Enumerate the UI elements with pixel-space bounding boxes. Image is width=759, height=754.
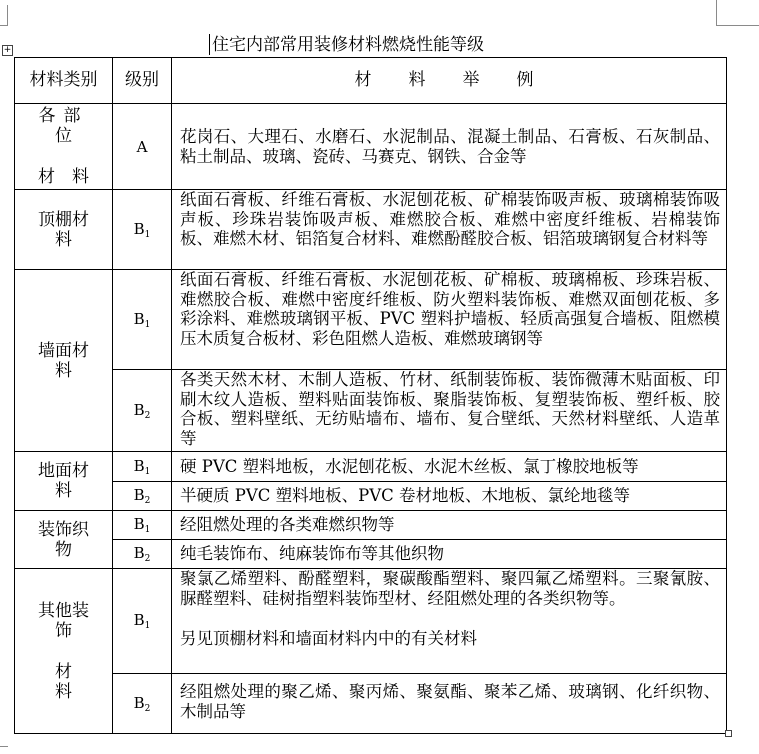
example-note: 另见顶棚材料和墙面材料内中的有关材料	[180, 629, 477, 648]
category-line: 墙面材	[38, 340, 89, 361]
category-line: 料	[55, 481, 72, 501]
example-cell[interactable]	[172, 190, 727, 270]
category-line: 地面材	[38, 461, 89, 481]
level-cell[interactable]	[113, 482, 172, 511]
category-line: 料	[55, 360, 72, 381]
header-level[interactable]	[113, 58, 172, 104]
level-letter: B	[133, 544, 145, 562]
level-letter: B	[133, 400, 145, 419]
category-line: 物	[55, 539, 72, 560]
crop-mark-bottom-left	[0, 746, 8, 747]
crop-mark-top-left-vertical	[7, 5, 8, 25]
level-subscript: 1	[144, 229, 151, 240]
document-title[interactable]: 住宅内部常用装修材料燃烧性能等级	[212, 35, 484, 55]
table-row	[15, 452, 727, 482]
category-line: 料	[55, 681, 72, 702]
table-row	[15, 104, 727, 190]
table-row	[15, 270, 727, 370]
level-letter: B	[133, 611, 145, 629]
category-line: 饰	[55, 620, 72, 641]
header-category[interactable]	[15, 58, 113, 104]
example-text: 纸面石膏板、纤维石膏板、水泥刨花板、矿棉板、玻璃棉板、珍珠岩板、难燃胶合板、难燃中密度纤维板、防火塑料装饰板、难燃双面刨花板、多彩涂料、难燃玻璃钢平板、PVC 塑料护墙板、轻质高强复合墙板、阻燃模压木质复合板材、彩色阻燃人造板、难燃玻璃钢等	[180, 270, 720, 348]
level-cell[interactable]	[113, 452, 172, 482]
category-line: 材	[55, 661, 72, 682]
table-row	[15, 540, 727, 569]
example-text: 经阻燃处理的聚乙烯、聚丙烯、聚氨酯、聚苯乙烯、玻璃钢、化纤织物、木制品等	[180, 682, 720, 721]
table-move-handle-icon[interactable]: +	[3, 45, 12, 55]
level-cell[interactable]	[113, 270, 172, 370]
category-line: 位	[55, 126, 72, 146]
table-row	[15, 370, 727, 452]
level-letter: B	[133, 456, 145, 475]
category-line: 料	[55, 229, 72, 250]
category-line: 材 料	[38, 167, 89, 187]
crop-mark-top-right-vertical	[716, 0, 717, 26]
example-cell[interactable]	[172, 674, 727, 734]
table-row	[15, 569, 727, 674]
table-row	[15, 482, 727, 511]
level-subscript: 1	[144, 319, 151, 330]
level-cell[interactable]	[113, 511, 172, 540]
header-example-text: 材 料 举 例	[354, 70, 544, 90]
category-cell-wall[interactable]	[15, 270, 113, 452]
header-category-text: 材料类别	[29, 70, 98, 90]
level-subscript: 2	[144, 496, 151, 506]
level-cell[interactable]	[113, 540, 172, 569]
level-subscript: 2	[144, 703, 151, 714]
example-text: 花岗石、大理石、水磨石、水泥制品、混凝土制品、石膏板、石灰制品、粘土制品、玻璃、瓷砖、马赛克、钢铁、合金等	[180, 127, 720, 166]
level-letter: B	[133, 693, 145, 712]
level-letter: B	[133, 486, 145, 504]
level-subscript: 2	[144, 410, 151, 421]
header-example[interactable]	[172, 58, 727, 104]
example-cell[interactable]	[172, 569, 727, 674]
category-cell-all-parts[interactable]	[15, 104, 113, 190]
example-text: 纸面石膏板、纤维石膏板、水泥刨花板、矿棉装饰吸声板、玻璃棉装饰吸声板、珍珠岩装饰吸声板、难燃胶合板、难燃中密度纤维板、岩棉装饰板、难燃木材、铝箔复合材料、难燃酚醛胶合板、铝箔玻璃钢复合材料等	[180, 190, 720, 248]
level-cell[interactable]	[113, 104, 172, 190]
example-cell[interactable]	[172, 270, 727, 370]
level-letter: A	[136, 137, 148, 156]
example-text: 硬 PVC 塑料地板，水泥刨花板、水泥木丝板、氯丁橡胶地板等	[180, 456, 639, 476]
materials-table[interactable]	[14, 57, 727, 734]
category-line: 各部	[38, 106, 89, 126]
crop-mark-top-right-horizontal	[717, 25, 759, 26]
example-cell[interactable]	[172, 511, 727, 540]
table-row	[15, 511, 727, 540]
category-cell-textile[interactable]	[15, 511, 113, 569]
example-text: 半硬质 PVC 塑料地板、PVC 卷材地板、木地板、氯纶地毯等	[180, 486, 631, 506]
example-cell[interactable]	[172, 370, 727, 452]
crop-mark-top-left-horizontal	[0, 25, 8, 26]
level-subscript: 1	[144, 621, 151, 631]
table-header-row	[15, 58, 727, 104]
category-cell-floor[interactable]	[15, 452, 113, 511]
category-cell-ceiling[interactable]	[15, 190, 113, 270]
example-cell[interactable]	[172, 104, 727, 190]
table-row	[15, 674, 727, 734]
level-cell[interactable]	[113, 674, 172, 734]
category-cell-other[interactable]	[15, 569, 113, 734]
example-cell[interactable]	[172, 482, 727, 511]
table-resize-handle[interactable]	[725, 730, 732, 737]
category-line: 装饰织	[38, 519, 89, 540]
category-line: 其他装	[38, 600, 89, 621]
example-text: 经阻燃处理的各类难燃织物等	[180, 515, 395, 535]
level-cell[interactable]	[113, 370, 172, 452]
level-cell[interactable]	[113, 569, 172, 674]
header-level-text: 级别	[125, 70, 159, 90]
level-subscript: 2	[144, 554, 151, 564]
level-subscript: 1	[144, 525, 151, 535]
text-cursor	[209, 34, 210, 55]
level-letter: B	[133, 219, 145, 238]
example-text: 纯毛装饰布、纯麻装饰布等其他织物	[180, 544, 444, 564]
example-cell[interactable]	[172, 452, 727, 482]
level-cell[interactable]	[113, 190, 172, 270]
level-subscript: 1	[144, 466, 151, 477]
example-text: 各类天然木材、木制人造板、竹材、纸制装饰板、装饰微薄木贴面板、印刷木纹人造板、塑料贴面装饰板、聚脂装饰板、复塑装饰板、塑纤板、胶合板、塑料壁纸、无纺贴墙布、墙布、复合壁纸、天然材料壁纸、人造革等	[180, 370, 720, 448]
level-letter: B	[133, 309, 145, 328]
level-letter: B	[133, 515, 145, 533]
table-row	[15, 190, 727, 270]
example-text: 聚氯乙烯塑料、酚醛塑料，聚碳酸酯塑料、聚四氟乙烯塑料。三聚氰胺、脲醛塑料、硅树指塑料装饰型材、经阻燃处理的各类织物等。	[180, 569, 720, 608]
example-cell[interactable]	[172, 540, 727, 569]
category-line: 顶棚材	[38, 209, 89, 230]
